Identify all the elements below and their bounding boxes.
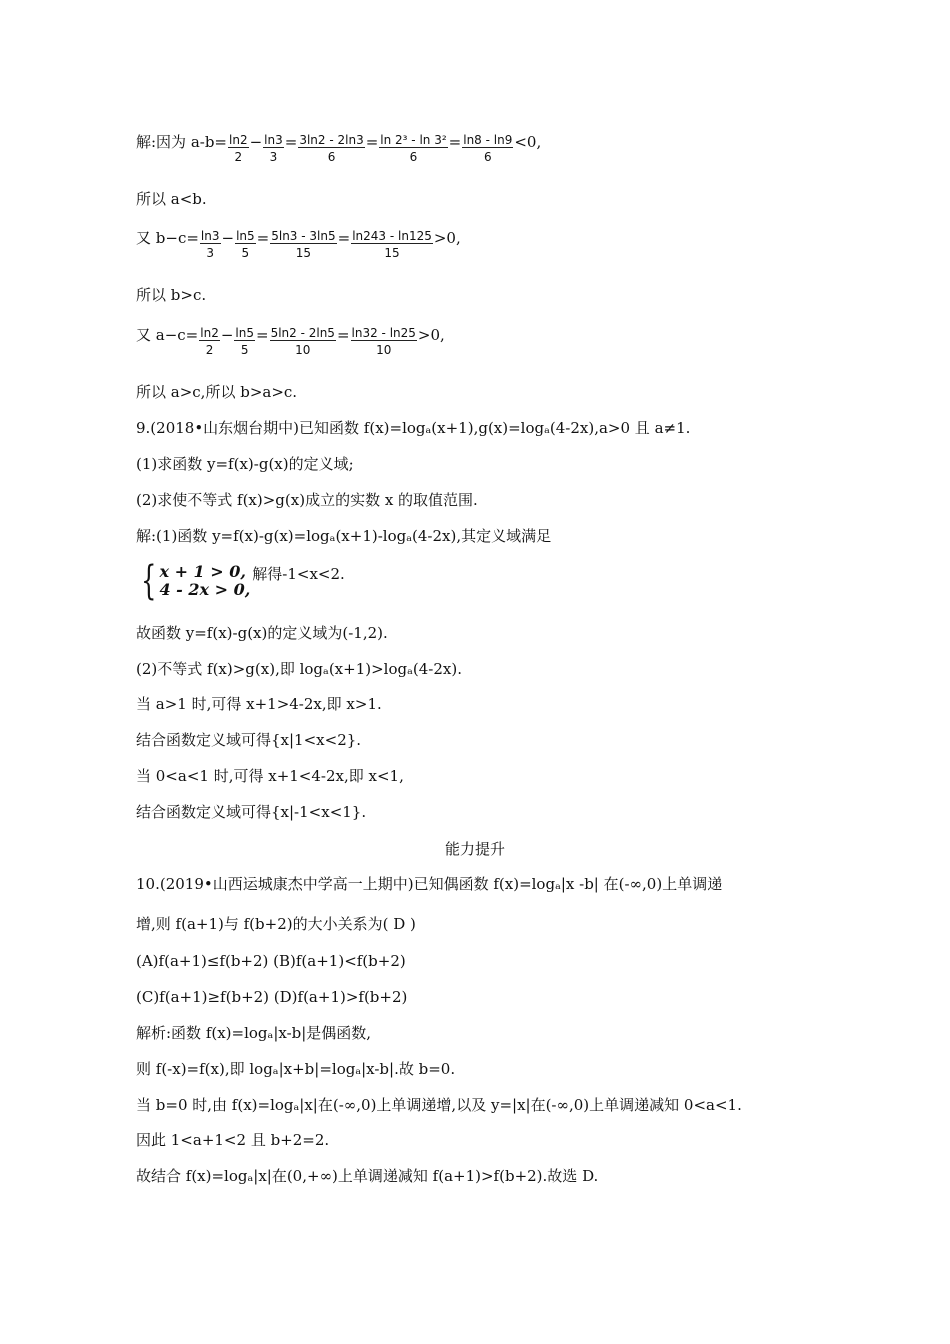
fraction: $\frac{3\ln 2 - 2\ln 3}{6}$ bbox=[299, 133, 364, 164]
question-10-continued: 增,则 f(a+1)与 f(b+2)的大小关系为( D ) bbox=[136, 915, 416, 933]
text-line: 所以 b>c. bbox=[136, 286, 207, 304]
solution-10-line: 故结合 f(x)=logₐ|x|在(0,+∞)上单调递减知 f(a+1)>f(b+2).故选 D. bbox=[136, 1167, 599, 1185]
solution-9-line: (2)不等式 f(x)>g(x),即 logₐ(x+1)>logₐ(4-2x). bbox=[136, 660, 462, 678]
options-a-b: (A)f(a+1)≤f(b+2) (B)f(a+1)<f(b+2) bbox=[136, 952, 406, 970]
line-prefix: 解:因为 a-b= bbox=[136, 133, 228, 151]
text-line: 所以 a>c,所以 b>a>c. bbox=[136, 383, 298, 401]
solution-9-line: 当 0<a<1 时,可得 x+1<4-2x,即 x<1, bbox=[136, 767, 404, 785]
fraction: $\frac{\ln 2}{2}$ bbox=[229, 133, 248, 164]
text-line: 所以 a<b. bbox=[136, 190, 207, 208]
system-result: 解得-1<x<2. bbox=[252, 564, 345, 583]
inequality-system bbox=[136, 558, 345, 604]
fraction: $\frac{5\ln 3 - 3\ln 5}{15}$ bbox=[271, 229, 336, 260]
question-9-part-2: (2)求使不等式 f(x)>g(x)成立的实数 x 的取值范围. bbox=[136, 491, 478, 509]
solution-9-line: 解:(1)函数 y=f(x)-g(x)=logₐ(x+1)-logₐ(4-2x),其定义域满足 bbox=[136, 527, 552, 545]
solution-9-line: 故函数 y=f(x)-g(x)的定义域为(-1,2). bbox=[136, 624, 388, 642]
system-equation-2: 4 - 2x > 0, bbox=[159, 580, 251, 599]
fraction: $\frac{\ln 5}{5}$ bbox=[235, 326, 254, 357]
solution-10-line: 因此 1<a+1<2 且 b+2=2. bbox=[136, 1131, 330, 1149]
fraction: $\frac{\ln 32 - \ln 25}{10}$ bbox=[351, 326, 416, 357]
solution-10-line: 当 b=0 时,由 f(x)=logₐ|x|在(-∞,0)上单调递增,以及 y=|x|在(-∞,0)上单调递减知 0<a<1. bbox=[136, 1096, 742, 1114]
fraction: $\frac{\ln 5}{5}$ bbox=[236, 229, 255, 260]
solution-9-line: 结合函数定义域可得{x|-1<x<1}. bbox=[136, 803, 367, 821]
fraction: $\frac{\ln 2}{2}$ bbox=[200, 326, 219, 357]
question-10: 10.(2019•山西运城康杰中学高一上期中)已知偶函数 f(x)=logₐ|x -b| 在(-∞,0)上单调递 bbox=[136, 875, 723, 893]
section-heading: 能力提升 bbox=[444, 840, 505, 858]
solution-10-line: 则 f(-x)=f(x),即 logₐ|x+b|=logₐ|x-b|.故 b=0. bbox=[136, 1060, 456, 1078]
solution-9-line: 结合函数定义域可得{x|1<x<2}. bbox=[136, 731, 362, 749]
fraction: $\frac{5\ln 2 - 2\ln 5}{10}$ bbox=[270, 326, 335, 357]
solution-10-line: 解析:函数 f(x)=logₐ|x-b|是偶函数, bbox=[136, 1024, 372, 1042]
system-equation-1: x + 1 > 0, bbox=[159, 562, 246, 581]
left-brace: { bbox=[141, 558, 157, 604]
solution-line-b-minus-c: 又 b−c= $\frac{\ln 3}{3}$ − $\frac{\ln 5}{5}$ = $\frac{5\ln 3 - 3\ln 5}{15}$ = $\frac{\ln 243 - \ln 125}{15}$ >0, bbox=[136, 229, 461, 260]
fraction: $\frac{\ln 3}{3}$ bbox=[200, 229, 220, 260]
fraction: $\frac{\text{ln 2³ - ln 3²}}{6}$ bbox=[380, 133, 447, 164]
fraction: $\frac{\ln 3}{3}$ bbox=[264, 133, 283, 164]
fraction: $\frac{\ln 8 - \ln 9}{6}$ bbox=[463, 133, 513, 164]
solution-line-a-minus-b: 解:因为 a-b= $\frac{\ln 2}{2}$ − $\frac{\ln 3}{3}$ = $\frac{3\ln 2 - 2\ln 3}{6}$ = $\frac{\text{ln 2³ - ln 3²}}{6}$ = $\frac{\ln 8 - \ln 9}{6}$ <0, bbox=[136, 133, 542, 164]
solution-9-line: 当 a>1 时,可得 x+1>4-2x,即 x>1. bbox=[136, 695, 382, 713]
solution-line-a-minus-c: 又 a−c= $\frac{\ln 2}{2}$ − $\frac{\ln 5}{5}$ = $\frac{5\ln 2 - 2\ln 5}{10}$ = $\frac{\ln 32 - \ln 25}{10}$ >0, bbox=[136, 326, 445, 357]
fraction: $\frac{\ln 243 - \ln 125}{15}$ bbox=[352, 229, 432, 260]
question-9: 9.(2018•山东烟台期中)已知函数 f(x)=logₐ(x+1),g(x)=logₐ(4-2x),a>0 且 a≠1. bbox=[136, 419, 691, 437]
question-9-part-1: (1)求函数 y=f(x)-g(x)的定义域; bbox=[136, 455, 354, 473]
options-c-d: (C)f(a+1)≥f(b+2) (D)f(a+1)>f(b+2) bbox=[136, 988, 408, 1006]
